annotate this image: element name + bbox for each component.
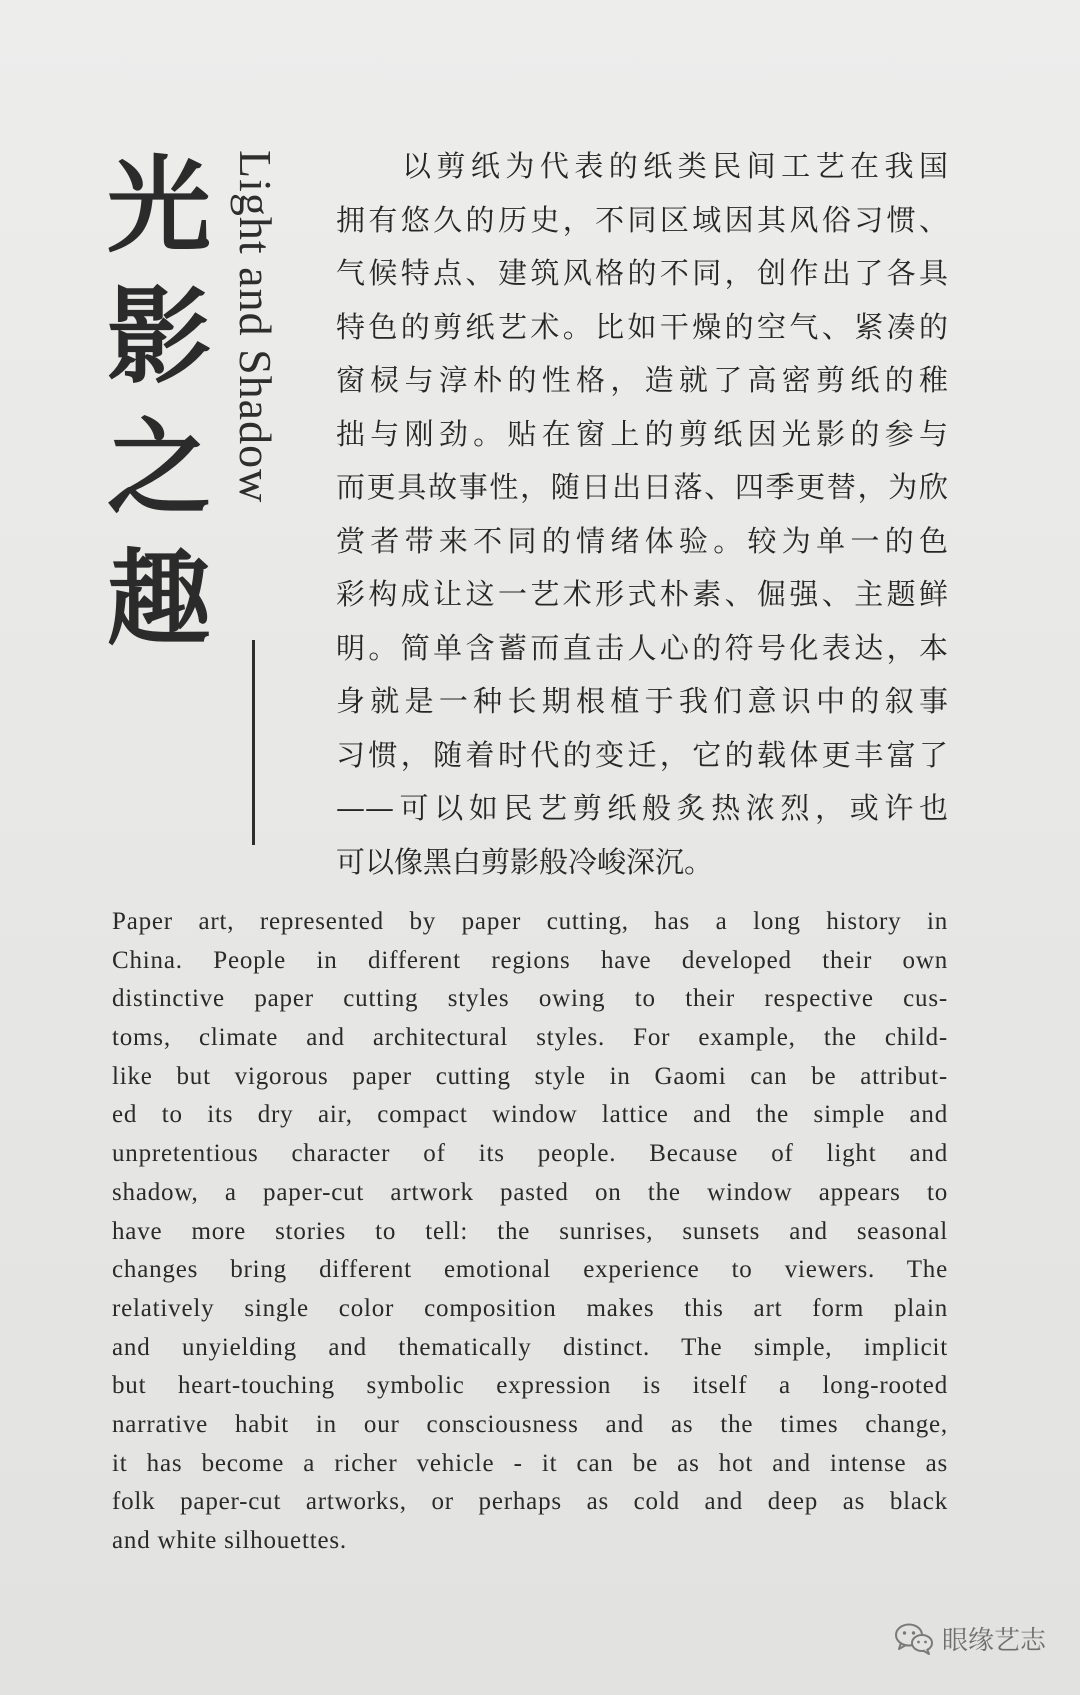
- chinese-paragraph-line: 身就是一种长期根植于我们意识中的叙事: [336, 684, 948, 718]
- chinese-title-char: 之: [106, 406, 211, 529]
- chinese-paragraph-line: 特色的剪纸艺术。比如干燥的空气、紧凑的: [336, 309, 948, 344]
- english-paragraph: [112, 903, 948, 1561]
- english-paragraph-line: Paper art, represented by paper cutting, has a long history in: [112, 908, 948, 935]
- english-paragraph-line: relatively single color composition makes this art form plain: [112, 1294, 948, 1322]
- english-paragraph-line: like but vigorous paper cutting style in Gaomi can be attribut-: [112, 1062, 948, 1090]
- english-paragraph-line: toms, climate and architectural styles. For example, the child-: [112, 1024, 948, 1052]
- chinese-paragraph-line: 明。简单含蓄而直击人心的符号化表达，本: [336, 630, 948, 665]
- chinese-paragraph-line: 彩构成让这一艺术形式朴素、倔强、主题鲜: [336, 577, 948, 611]
- chinese-paragraph-line: 以剪纸为代表的纸类民间工艺在我国: [402, 149, 948, 183]
- chinese-title: [100, 140, 218, 664]
- chinese-paragraph-line: 气候特点、建筑风格的不同，创作出了各具: [336, 256, 948, 290]
- watermark: [894, 1620, 1046, 1657]
- english-paragraph-line: changes bring different emotional experience to viewers. The: [112, 1256, 948, 1284]
- english-paragraph-line: have more stories to tell: the sunrises, sunsets and seasonal: [112, 1217, 948, 1245]
- watermark-text: 眼缘艺志: [941, 1626, 1046, 1656]
- english-paragraph-line: narrative habit in our consciousness and as the times change,: [112, 1410, 948, 1438]
- english-title: Light and Shadow: [230, 150, 281, 504]
- chinese-title-char: 影: [106, 275, 211, 398]
- english-paragraph-line: distinctive paper cutting styles owing to their respective cus-: [112, 985, 948, 1013]
- english-paragraph-line: and unyielding and thematically distinct. The simple, implicit: [112, 1333, 948, 1361]
- chinese-paragraph: [336, 140, 948, 889]
- english-paragraph-line: ed to its dry air, compact window lattice and the simple and: [112, 1101, 948, 1129]
- chinese-paragraph-line: 赏者带来不同的情绪体验。较为单一的色: [336, 523, 948, 558]
- english-paragraph-line: it has become a richer vehicle - it can be as hot and intense as: [112, 1449, 948, 1477]
- chinese-paragraph-line: 窗棂与淳朴的性格，造就了高密剪纸的稚: [336, 363, 948, 397]
- english-paragraph-line: and white silhouettes.: [112, 1527, 347, 1554]
- chinese-title-char: 光: [106, 144, 211, 267]
- chinese-paragraph-line: 而更具故事性，随日出日落、四季更替，为欣: [336, 470, 948, 504]
- chinese-paragraph-line: 拥有悠久的历史，不同区域因其风俗习惯、: [336, 202, 948, 237]
- english-paragraph-line: China. People in different regions have developed their own: [112, 946, 948, 974]
- chinese-paragraph-line: 拙与刚劲。贴在窗上的剪纸因光影的参与: [336, 416, 948, 451]
- english-paragraph-line: folk paper-cut artworks, or perhaps as cold and deep as black: [112, 1488, 948, 1516]
- title-divider-line: [252, 640, 255, 845]
- english-paragraph-line: shadow, a paper-cut artwork pasted on the window appears to: [112, 1178, 948, 1206]
- chinese-paragraph-line: 习惯，随着时代的变迁，它的载体更丰富了: [336, 737, 948, 772]
- english-paragraph-line: but heart-touching symbolic expression is itself a long-rooted: [112, 1372, 948, 1400]
- chinese-paragraph-line: 可以像黑白剪影般冷峻深沉。: [336, 844, 714, 879]
- english-paragraph-line: unpretentious character of its people. Because of light and: [112, 1140, 948, 1168]
- wechat-icon: [894, 1622, 934, 1656]
- chinese-title-char: 趣: [106, 537, 211, 660]
- chinese-paragraph-line: ——可以如民艺剪纸般炙热浓烈，或许也: [336, 791, 948, 825]
